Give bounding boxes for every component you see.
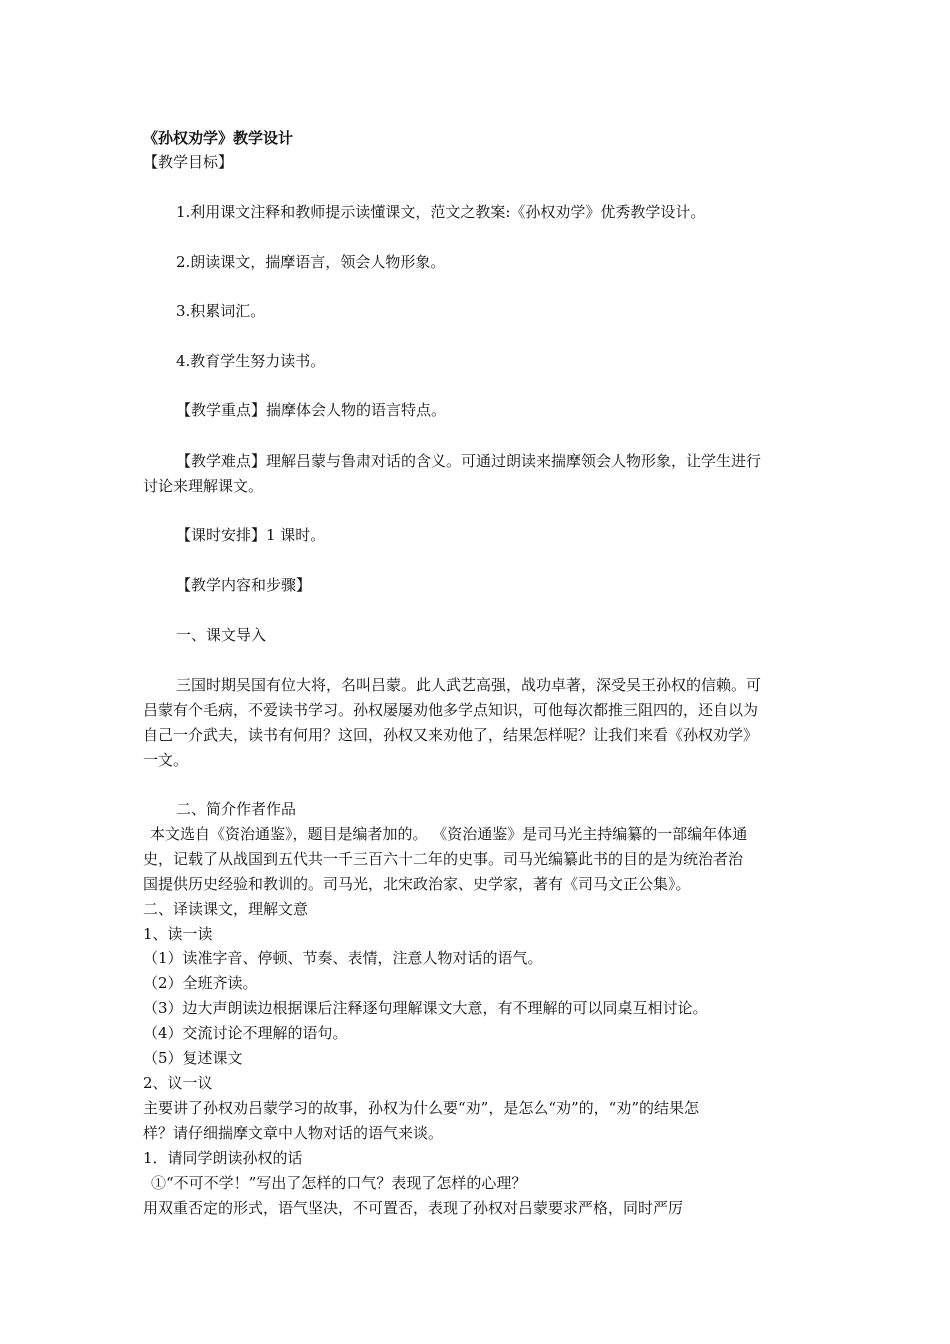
question-heading: 1．请同学朗读孙权的话: [143, 1149, 303, 1167]
intro-paragraph-line: 自己一介武夫，读书有何用？这回，孙权又来劝他了，结果怎样呢？让我们来看《孙权劝学》: [143, 726, 759, 744]
objective-item: 2.朗读课文，揣摩语言，领会人物形象。: [176, 253, 446, 271]
step-heading-intro: 一、课文导入: [176, 626, 267, 644]
question-subitem: ①“不可不学！”写出了怎样的口气？表现了怎样的心理？: [151, 1174, 527, 1192]
author-paragraph-line: 国提供历史经验和教训的。司马光，北宋政治家、史学家，著有《司马文正公集》。: [143, 875, 691, 893]
subheading-discuss: 2、议一议: [143, 1074, 213, 1092]
read-list-item: （5）复述课文: [143, 1049, 243, 1067]
objective-item: 3.积累词汇。: [176, 302, 266, 320]
objective-item: 4.教育学生努力读书。: [176, 352, 326, 370]
read-list-item: （2）全班齐读。: [143, 974, 258, 992]
read-list-item: （3）边大声朗读边根据课后注释逐句理解课文大意，有不理解的可以同桌互相讨论。: [143, 999, 708, 1017]
difficulty-paragraph-line: 讨论来理解课文。: [143, 477, 264, 495]
intro-paragraph-line: 吕蒙有个毛病，不爱读书学习。孙权屡屡劝他多学点知识，可他每次都推三阻四的，还自以为: [143, 701, 759, 719]
author-paragraph-line: 本文选自《资治通鉴》，题目是编者加的。 《资治通鉴》是司马光主持编纂的一部编年体通: [150, 825, 748, 843]
key-point-paragraph: 【教学重点】揣摩体会人物的语言特点。: [176, 401, 447, 419]
intro-paragraph-line: 一文。: [143, 751, 189, 769]
answer-paragraph-line: 用双重否定的形式，语气坚决，不可置否，表现了孙权对吕蒙要求严格，同时严厉: [143, 1199, 684, 1217]
step-heading-translate: 二、译读课文，理解文意: [143, 900, 309, 918]
intro-paragraph-line: 三国时期吴国有位大将，名叫吕蒙。此人武艺高强，战功卓著，深受吴王孙权的信赖。可: [176, 676, 762, 694]
section-heading-objectives: 【教学目标】: [143, 153, 234, 171]
read-list-item: （4）交流讨论不理解的语句。: [143, 1024, 348, 1042]
subheading-read: 1、读一读: [143, 925, 213, 943]
discuss-paragraph-line: 主要讲了孙权劝吕蒙学习的故事，孙权为什么要“劝”，是怎么“劝”的，“劝”的结果怎: [143, 1099, 700, 1117]
step-heading-author: 二、简介作者作品: [176, 800, 297, 818]
difficulty-paragraph-line: 【教学难点】理解吕蒙与鲁肃对话的含义。可通过朗读来揣摩领会人物形象，让学生进行: [176, 452, 762, 470]
document-title: 《孙权劝学》教学设计: [143, 129, 294, 147]
author-paragraph-line: 史，记载了从战国到五代共一千三百六十二年的史事。司马光编纂此书的目的是为统治者治: [143, 850, 744, 868]
schedule-paragraph: 【课时安排】1 课时。: [176, 526, 326, 544]
read-list-item: （1）读准字音、停顿、节奏、表情，注意人物对话的语气。: [143, 949, 543, 967]
objective-item: 1.利用课文注释和教师提示读懂课文，范文之教案:《孙权劝学》优秀教学设计。: [176, 203, 706, 221]
content-steps-heading: 【教学内容和步骤】: [176, 576, 312, 594]
discuss-paragraph-line: 样？请仔细揣摩文章中人物对话的语气来谈。: [143, 1124, 444, 1142]
